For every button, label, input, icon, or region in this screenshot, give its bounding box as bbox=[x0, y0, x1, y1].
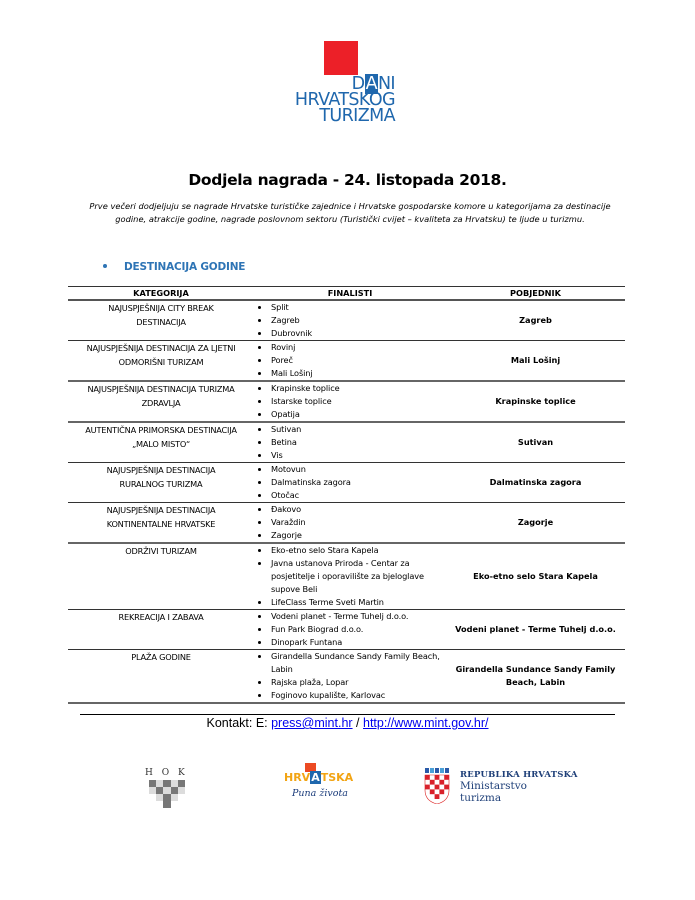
header-finalists: FINALISTI bbox=[254, 287, 446, 301]
finalists-cell bbox=[254, 610, 446, 650]
winner-text: Beach, Labin bbox=[505, 677, 566, 687]
category-text: ODRŽIVI TURIZAM bbox=[125, 546, 197, 556]
winner-cell bbox=[446, 463, 625, 503]
category-text: NAJUSPJEŠNIJA DESTINACIJA ZA LJETNI bbox=[86, 343, 236, 353]
winner-cell bbox=[446, 543, 625, 610]
table-row bbox=[68, 341, 625, 382]
hrvatska-suffix: TSKA bbox=[320, 771, 354, 784]
footer-divider bbox=[80, 714, 615, 715]
finalist-item: Dalmatinska zagora bbox=[254, 476, 446, 489]
winner-text: Mali Lošinj bbox=[510, 355, 561, 365]
finalist-item: Poreč bbox=[254, 354, 446, 367]
finalist-item: Vis bbox=[254, 449, 446, 462]
category-text: ODMORIŠNI TURIZAM bbox=[118, 357, 204, 367]
winner-cell bbox=[446, 503, 625, 544]
intro-paragraph: Prve večeri dodjeljuju se nagrade Hrvatske turističke zajednice i Hrvatske gospodarske komore u kategorijama za destinacije godine, atrakcije godine, nagrade poslovnom sektoru (Turistički cvijet – kvaliteta za Hrvatsku) te ljude u turizmu. bbox=[89, 201, 611, 224]
finalist-item: Rajska plaža, Lopar bbox=[254, 676, 446, 689]
table-body bbox=[68, 300, 625, 703]
dani-hrvatskog-turizma-logo bbox=[296, 40, 406, 125]
category-cell bbox=[68, 341, 254, 382]
winner-cell bbox=[446, 610, 625, 650]
finalist-item: Foginovo kupalište, Karlovac bbox=[254, 689, 446, 702]
table-row bbox=[68, 650, 625, 704]
croatian-coat-of-arms-icon bbox=[424, 768, 450, 804]
finalists-list bbox=[254, 341, 446, 380]
finalists-cell bbox=[254, 543, 446, 610]
finalist-item: Girandella Sundance Sandy Family Beach, Labin bbox=[254, 650, 446, 676]
finalists-cell bbox=[254, 300, 446, 341]
ministry-line-3: turizma bbox=[460, 792, 502, 804]
finalist-item: Varaždin bbox=[254, 516, 446, 529]
contact-separator: / bbox=[352, 716, 363, 730]
bullet-icon bbox=[103, 264, 107, 268]
category-text: NAJUSPJEŠNIJA DESTINACIJA bbox=[106, 465, 216, 475]
finalist-item: Opatija bbox=[254, 408, 446, 421]
finalist-item: Rovinj bbox=[254, 341, 446, 354]
category-cell bbox=[68, 543, 254, 610]
finalist-item: Javna ustanova Priroda - Centar za posjetitelje i oporavilište za bjeloglave supove Beli bbox=[254, 557, 446, 596]
logo-line-2: HRVATSKOG bbox=[294, 90, 395, 110]
finalists-cell bbox=[254, 463, 446, 503]
header-category: KATEGORIJA bbox=[68, 287, 254, 301]
hrvatska-prefix: HRV bbox=[284, 771, 311, 784]
category-text: REKREACIJA I ZABAVA bbox=[118, 612, 204, 622]
hok-logo bbox=[145, 768, 195, 808]
finalists-list bbox=[254, 463, 446, 502]
finalists-cell bbox=[254, 381, 446, 422]
hrvatska-tourism-logo bbox=[282, 760, 362, 810]
winner-text: Eko-etno selo Stara Kapela bbox=[473, 571, 598, 581]
finalist-item: Đakovo bbox=[254, 503, 446, 516]
winner-text: Sutivan bbox=[517, 437, 554, 447]
category-cell bbox=[68, 381, 254, 422]
finalist-item: Dubrovnik bbox=[254, 327, 446, 340]
finalist-item: Motovun bbox=[254, 463, 446, 476]
hrvatska-tagline: Puna života bbox=[292, 788, 348, 799]
winner-text: Zagreb bbox=[519, 315, 552, 325]
hok-letters: H O K bbox=[145, 768, 188, 778]
finalists-list bbox=[254, 301, 446, 340]
finalists-cell bbox=[254, 422, 446, 463]
winner-text: Girandella Sundance Sandy Family bbox=[455, 664, 616, 674]
finalist-item: Zagorje bbox=[254, 529, 446, 542]
finalist-item: Istarske toplice bbox=[254, 395, 446, 408]
finalist-item: Otočac bbox=[254, 489, 446, 502]
winner-text: Dalmatinska zagora bbox=[489, 477, 582, 487]
category-cell bbox=[68, 463, 254, 503]
finalists-cell bbox=[254, 503, 446, 544]
category-text: RURALNOG TURIZMA bbox=[119, 479, 203, 489]
category-text: KONTINENTALNE HRVATSKE bbox=[106, 519, 216, 529]
category-text: PLAŽA GODINE bbox=[131, 652, 191, 662]
hrvatska-wordmark bbox=[284, 771, 353, 784]
winner-text: Zagorje bbox=[517, 517, 554, 527]
website-link[interactable]: http://www.mint.gov.hr/ bbox=[363, 716, 489, 730]
finalist-item: Zagreb bbox=[254, 314, 446, 327]
ministry-line-1: REPUBLIKA HRVATSKA bbox=[460, 770, 578, 780]
logo-line-3: TURIZMA bbox=[319, 106, 395, 126]
table-row bbox=[68, 503, 625, 544]
logo-line-1-highlight: A bbox=[365, 74, 377, 94]
finalists-cell bbox=[254, 341, 446, 382]
section-title: DESTINACIJA GODINE bbox=[124, 261, 246, 273]
finalist-item: LifeClass Terme Sveti Martin bbox=[254, 596, 446, 609]
logo-line-1-suffix: NI bbox=[377, 74, 395, 94]
table-row bbox=[68, 300, 625, 341]
category-cell bbox=[68, 422, 254, 463]
category-cell bbox=[68, 300, 254, 341]
finalists-list bbox=[254, 423, 446, 462]
finalists-cell bbox=[254, 650, 446, 704]
winner-cell bbox=[446, 381, 625, 422]
winner-cell bbox=[446, 650, 625, 704]
table-row bbox=[68, 543, 625, 610]
ministry-logo bbox=[422, 768, 592, 808]
ministry-line-2: Ministarstvo bbox=[460, 780, 527, 792]
winner-cell bbox=[446, 300, 625, 341]
finalist-item: Dinopark Funtana bbox=[254, 636, 446, 649]
table-row bbox=[68, 422, 625, 463]
finalist-item: Betina bbox=[254, 436, 446, 449]
category-cell bbox=[68, 610, 254, 650]
category-text: NAJUSPJEŠNIJA CITY BREAK bbox=[108, 303, 214, 313]
category-cell bbox=[68, 650, 254, 704]
email-link[interactable]: press@mint.hr bbox=[271, 716, 353, 730]
contact-line bbox=[0, 716, 695, 730]
winner-text: Krapinske toplice bbox=[495, 396, 576, 406]
category-text: NAJUSPJEŠNIJA DESTINACIJA TURIZMA bbox=[87, 384, 235, 394]
finalist-item: Sutivan bbox=[254, 423, 446, 436]
winner-cell bbox=[446, 341, 625, 382]
table-row bbox=[68, 463, 625, 503]
table-header-row bbox=[68, 287, 625, 301]
finalist-item: Krapinske toplice bbox=[254, 382, 446, 395]
table-row bbox=[68, 381, 625, 422]
winner-text: Vodeni planet - Terme Tuhelj d.o.o. bbox=[455, 624, 616, 634]
page-title: Dodjela nagrada - 24. listopada 2018. bbox=[188, 171, 507, 189]
finalist-item: Vodeni planet - Terme Tuhelj d.o.o. bbox=[254, 610, 446, 623]
section-heading bbox=[103, 261, 245, 273]
category-text: DESTINACIJA bbox=[136, 317, 186, 327]
contact-label: Kontakt: E: bbox=[206, 716, 272, 730]
logo-red-square bbox=[324, 41, 358, 75]
category-text: NAJUSPJEŠNIJA DESTINACIJA bbox=[106, 505, 216, 515]
category-text: ZDRAVLJA bbox=[141, 398, 181, 408]
finalist-item: Fun Park Biograd d.o.o. bbox=[254, 623, 446, 636]
finalists-list bbox=[254, 544, 446, 609]
category-text: „MALO MISTO“ bbox=[131, 439, 190, 449]
header-winner: POBJEDNIK bbox=[446, 287, 625, 301]
logo-line-1-prefix: D bbox=[351, 74, 365, 94]
category-cell bbox=[68, 503, 254, 544]
finalist-item: Mali Lošinj bbox=[254, 367, 446, 380]
table-row bbox=[68, 610, 625, 650]
finalists-list bbox=[254, 610, 446, 649]
category-text: AUTENTIČNA PRIMORSKA DESTINACIJA bbox=[85, 425, 237, 435]
finalist-item: Split bbox=[254, 301, 446, 314]
finalists-list bbox=[254, 503, 446, 542]
finalists-list bbox=[254, 650, 446, 702]
checkerboard-shield-icon bbox=[149, 780, 185, 808]
winner-cell bbox=[446, 422, 625, 463]
finalists-list bbox=[254, 382, 446, 421]
hrvatska-highlight: A bbox=[311, 771, 320, 784]
awards-table bbox=[68, 286, 625, 704]
finalist-item: Eko-etno selo Stara Kapela bbox=[254, 544, 446, 557]
